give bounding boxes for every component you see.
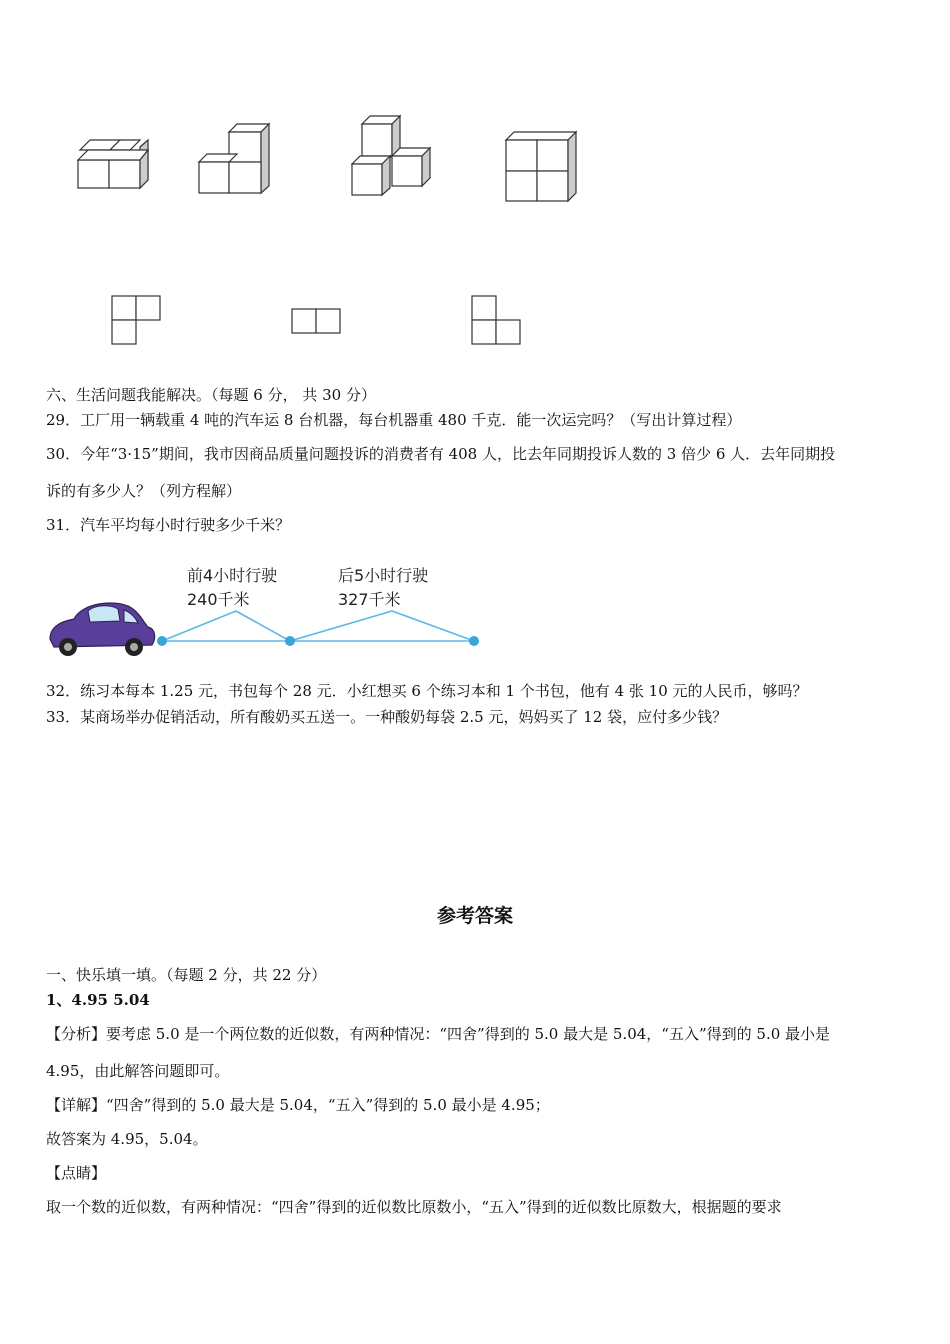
cube-figure-1: [70, 135, 160, 195]
detail-text: 【详解】“四舍”得到的 5.0 最大是 5.04，“五入”得到的 5.0 最小是 4.95；: [46, 1096, 550, 1114]
question-30-line1: 30．今年“3·15”期间，我市因商品质量问题投诉的消费者有 408 人，比去年同期投诉人数的 3 倍少 6 人．去年同期投: [46, 445, 836, 463]
cube-figure-3: [348, 112, 438, 200]
route-lines: [162, 611, 474, 641]
route-point-start: [157, 636, 167, 646]
view-figure-2: [290, 307, 344, 337]
car-icon: [50, 603, 155, 656]
seg2-label-distance: 327千米: [338, 590, 401, 609]
answers-title: 参考答案: [436, 905, 513, 927]
tip-text: 取一个数的近似数，有两种情况：“四舍”得到的近似数比原数小，“五入”得到的近似数比原数大，根据题的要求: [46, 1198, 782, 1216]
car-route-diagram: [44, 595, 489, 665]
route-point-middle: [285, 636, 295, 646]
analysis-line2: 4.95，由此解答问题即可。: [46, 1062, 230, 1080]
question-31: 31．汽车平均每小时行驶多少千米？: [46, 516, 291, 534]
seg2-label-time: 后5小时行驶: [338, 566, 429, 585]
question-32: 32．练习本每本 1.25 元，书包每个 28 元．小红想买 6 个练习本和 1 个书包，他有 4 张 10 元的人民币，够吗？: [46, 682, 808, 700]
tip-label: 【点睛】: [46, 1164, 107, 1182]
question-30-line2: 诉的有多少人？（列方程解）: [46, 482, 242, 500]
conclusion-text: 故答案为 4.95，5.04。: [46, 1130, 208, 1148]
view-figure-1: [110, 294, 164, 348]
answer-1: 1、4.95 5.04: [46, 991, 150, 1009]
question-29: 29．工厂用一辆载重 4 吨的汽车运 8 台机器，每台机器重 480 千克．能一次运完吗？（写出计算过程）: [46, 411, 742, 429]
cube-figure-2: [195, 120, 275, 198]
route-point-end: [469, 636, 479, 646]
analysis-line1: 【分析】要考虑 5.0 是一个两位数的近似数，有两种情况：“四舍”得到的 5.0 最大是 5.04，“五入”得到的 5.0 最小是: [46, 1025, 831, 1043]
question-33: 33．某商场举办促销活动，所有酸奶买五送一。一种酸奶每袋 2.5 元，妈妈买了 12 袋，应付多少钱？: [46, 708, 728, 726]
cube-figure-4: [500, 126, 584, 206]
answers-section-heading: 一、快乐填一填。（每题 2 分，共 22 分）: [46, 966, 327, 984]
section-heading: 六、生活问题我能解决。（每题 6 分， 共 30 分）: [46, 386, 376, 404]
view-figure-3: [470, 294, 524, 348]
seg1-label-distance: 240千米: [187, 590, 250, 609]
seg1-label-time: 前4小时行驶: [187, 566, 278, 585]
